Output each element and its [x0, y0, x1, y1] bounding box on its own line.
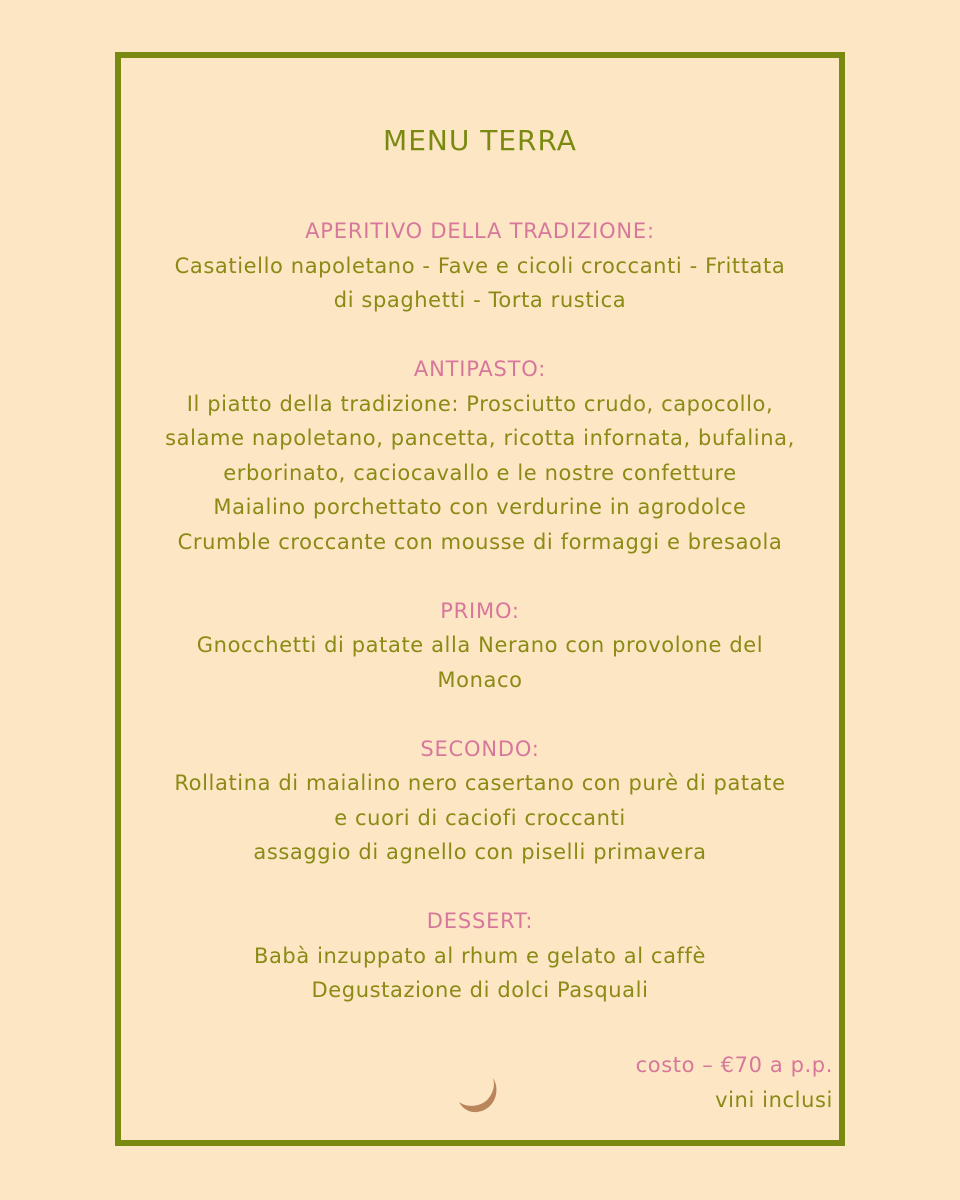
cost-amount: – €70 a p.p.: [695, 1053, 833, 1077]
menu-title: MENU TERRA: [383, 124, 577, 157]
dish-line: Il piatto della tradizione: Prosciutto crudo, capocollo,: [186, 391, 774, 416]
section-heading: DESSERT:: [426, 909, 534, 933]
dish-line: erborinato, caciocavallo e le nostre confetture: [223, 460, 737, 485]
section-heading: SECONDO:: [420, 736, 540, 761]
menu-sections: [121, 214, 839, 1042]
dish-line: Crumble croccante con mousse di formaggi e bresaola: [177, 529, 783, 554]
dish-line: di spaghetti - Torta rustica: [333, 288, 627, 312]
dish-line: Maialino porchettato con verdurine in agrodolce: [213, 495, 747, 519]
dish-line: assaggio di agnello con piselli primavera: [253, 840, 707, 864]
menu-frame: [115, 52, 845, 1146]
dish-line: salame napoletano, pancetta, ricotta infornata, bufalina,: [165, 426, 795, 450]
dish-line: e cuori di caciofi croccanti: [334, 805, 626, 830]
section-heading: PRIMO:: [440, 598, 520, 623]
menu-section-antipasto: [121, 352, 839, 559]
dish-line: Casatiello napoletano - Fave e cicoli croccanti - Frittata: [174, 253, 786, 278]
dish-line: Gnocchetti di patate alla Nerano con provolone del: [196, 633, 764, 657]
crescent-moon-icon: [457, 1072, 501, 1116]
menu-section-aperitivo: [121, 214, 839, 318]
menu-section-secondo: [121, 732, 839, 870]
section-heading: APERITIVO DELLA TRADIZIONE:: [305, 219, 655, 243]
menu-section-dessert: [121, 904, 839, 1008]
dish-line: Monaco: [437, 667, 523, 692]
dish-line: Babà inzuppato al rhum e gelato al caffè: [253, 943, 707, 968]
wine-note: vini inclusi: [715, 1087, 833, 1112]
section-heading: ANTIPASTO:: [413, 357, 547, 381]
menu-section-primo: [121, 594, 839, 698]
price-line: [636, 1048, 833, 1083]
dish-line: Degustazione di dolci Pasquali: [311, 978, 649, 1002]
dish-line: Rollatina di maialino nero casertano con purè di patate: [174, 771, 786, 795]
cost-label: costo: [635, 1053, 696, 1077]
price-block: [636, 1048, 833, 1117]
